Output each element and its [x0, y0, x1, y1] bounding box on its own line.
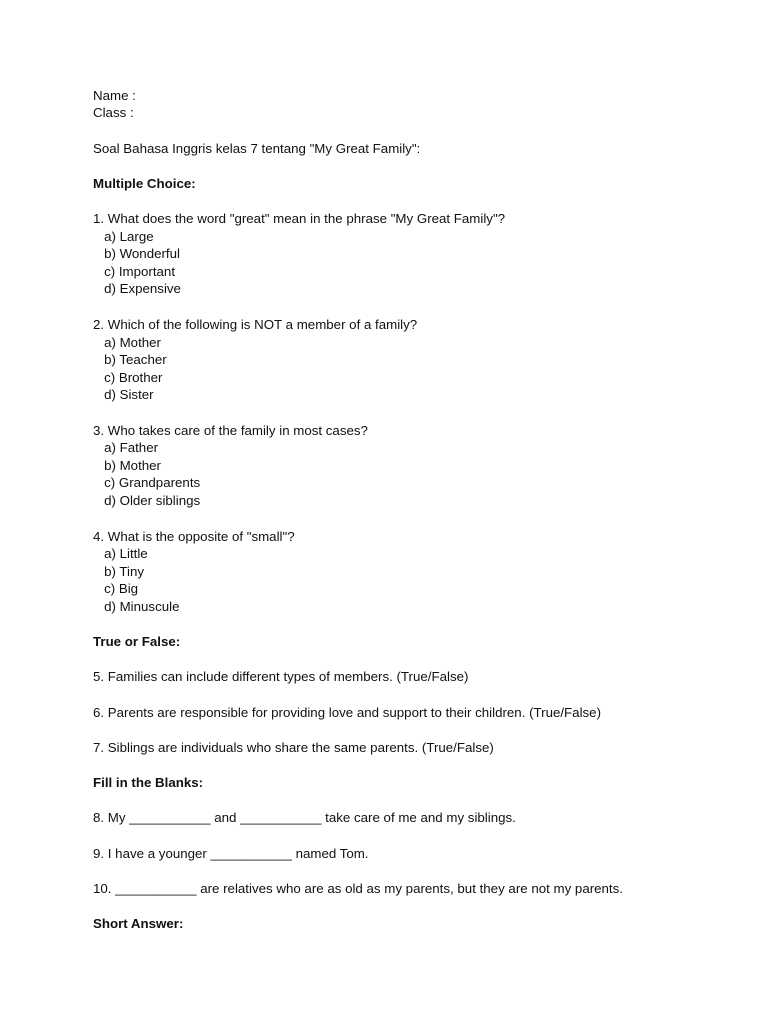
- document-title: Soal Bahasa Inggris kelas 7 tentang "My Great Family":: [93, 141, 421, 156]
- option-3c: c) Grandparents: [93, 475, 201, 490]
- section-heading-multiple-choice: Multiple Choice:: [93, 176, 196, 191]
- question-7: 7. Siblings are individuals who share the same parents. (True/False): [93, 740, 494, 755]
- question-3: 3. Who takes care of the family in most cases?: [93, 423, 368, 438]
- question-2: 2. Which of the following is NOT a member of a family?: [93, 317, 418, 332]
- question-9: 9. I have a younger ___________ named Tom.: [93, 846, 369, 861]
- question-5: 5. Families can include different types of members. (True/False): [93, 669, 469, 684]
- option-2b: b) Teacher: [93, 352, 167, 367]
- section-heading-fill-blanks: Fill in the Blanks:: [93, 775, 204, 790]
- question-10: 10. ___________ are relatives who are as old as my parents, but they are not my parents.: [93, 881, 623, 896]
- question-1: 1. What does the word "great" mean in the phrase "My Great Family"?: [93, 211, 506, 226]
- name-label: Name :: [93, 88, 136, 103]
- option-1c: c) Important: [93, 264, 176, 279]
- question-8: 8. My ___________ and ___________ take care of me and my siblings.: [93, 810, 516, 825]
- option-4b: b) Tiny: [93, 564, 144, 579]
- option-2c: c) Brother: [93, 370, 163, 385]
- section-heading-true-false: True or False:: [93, 634, 181, 649]
- option-1a: a) Large: [93, 229, 154, 244]
- class-label: Class :: [93, 105, 134, 120]
- option-2d: d) Sister: [93, 387, 154, 402]
- question-4: 4. What is the opposite of "small"?: [93, 529, 295, 544]
- option-4a: a) Little: [93, 546, 148, 561]
- option-4d: d) Minuscule: [93, 599, 180, 614]
- option-4c: c) Big: [93, 581, 139, 596]
- option-3a: a) Father: [93, 440, 159, 455]
- option-1d: d) Expensive: [93, 281, 181, 296]
- option-2a: a) Mother: [93, 335, 161, 350]
- question-6: 6. Parents are responsible for providing love and support to their children. (True/False): [93, 705, 602, 720]
- option-3b: b) Mother: [93, 458, 161, 473]
- option-3d: d) Older siblings: [93, 493, 201, 508]
- section-heading-short-answer: Short Answer:: [93, 916, 184, 931]
- option-1b: b) Wonderful: [93, 246, 180, 261]
